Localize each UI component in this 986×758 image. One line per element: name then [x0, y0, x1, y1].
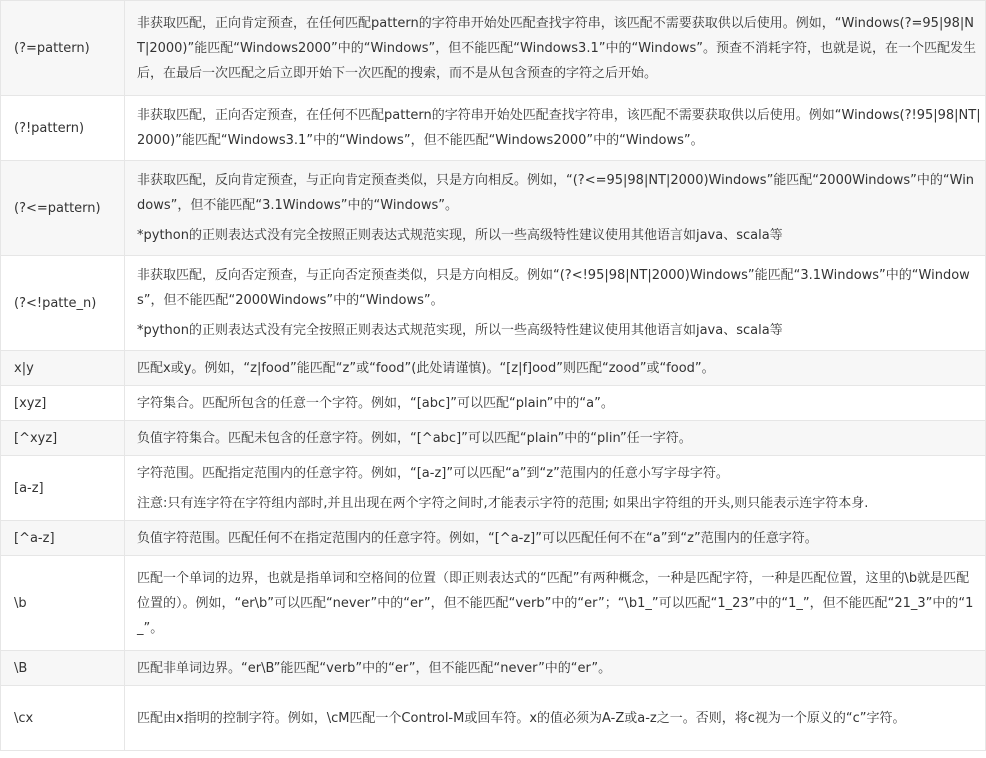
pattern-cell: x|y: [1, 351, 125, 386]
pattern-cell: \B: [1, 651, 125, 686]
table-row: [1, 556, 986, 651]
pattern-cell: (?=pattern): [1, 1, 125, 96]
description-cell: [125, 651, 986, 686]
description-cell: [125, 161, 986, 256]
pattern-cell: [^a-z]: [1, 521, 125, 556]
description-paragraph: 负值字符集合。匹配未包含的任意字符。例如，“[^abc]”可以匹配“plain”中的“plin”任一字符。: [137, 430, 692, 446]
table-body: [1, 1, 986, 751]
description-paragraph: 非获取匹配，正向否定预查，在任何不匹配pattern的字符串开始处匹配查找字符串，该匹配不需要获取供以后使用。例如“Windows(?!95|98|NT|2000)”能匹配“Windows3.1”中的“Windows”，但不能匹配“Windows2000”中的“Windows”。: [137, 108, 981, 148]
pattern-cell: \cx: [1, 686, 125, 751]
pattern-cell: \b: [1, 556, 125, 651]
description-paragraph: 非获取匹配，正向肯定预查，在任何匹配pattern的字符串开始处匹配查找字符串，该匹配不需要获取供以后使用。例如，“Windows(?=95|98|NT|2000)”能匹配“Windows2000”中的“Windows”，但不能匹配“Windows3.1”中的“Windows”。预查不消耗字符，也就是说，在一个匹配发生后，在最后一次匹配之后立即开始下一次匹配的搜索，而不是从包含预查的字符之后开始。: [137, 15, 976, 81]
description-paragraph: 匹配x或y。例如，“z|food”能匹配“z”或“food”(此处请谨慎)。“[z|f]ood”则匹配“zood”或“food”。: [137, 360, 715, 376]
table-row: [1, 421, 986, 456]
pattern-cell: [a-z]: [1, 456, 125, 521]
description-paragraph: 负值字符范围。匹配任何不在指定范围内的任意字符。例如，“[^a-z]”可以匹配任何不在“a”到“z”范围内的任意字符。: [137, 530, 818, 546]
table-row: [1, 256, 986, 351]
pattern-cell: (?<!patte_n): [1, 256, 125, 351]
pattern-cell: [^xyz]: [1, 421, 125, 456]
description-paragraph: 匹配由x指明的控制字符。例如，\cM匹配一个Control-M或回车符。x的值必须为A-Z或a-z之一。否则，将c视为一个原义的“c”字符。: [137, 710, 906, 726]
description-cell: [125, 1, 986, 96]
description-cell: [125, 421, 986, 456]
table-row: [1, 386, 986, 421]
description-paragraph: *python的正则表达式没有完全按照正则表达式规范实现，所以一些高级特性建议使用其他语言如java、scala等: [137, 228, 783, 243]
pattern-cell: (?!pattern): [1, 96, 125, 161]
table-row: [1, 521, 986, 556]
description-paragraph: 字符集合。匹配所包含的任意一个字符。例如，“[abc]”可以匹配“plain”中的“a”。: [137, 395, 614, 411]
description-cell: [125, 686, 986, 751]
description-cell: [125, 556, 986, 651]
description-cell: [125, 521, 986, 556]
table-row: [1, 456, 986, 521]
pattern-cell: [xyz]: [1, 386, 125, 421]
description-paragraph: 匹配一个单词的边界，也就是指单词和空格间的位置（即正则表达式的“匹配”有两种概念，一种是匹配字符，一种是匹配位置，这里的\b就是匹配位置的）。例如，“er\b”可以匹配“never”中的“er”，但不能匹配“verb”中的“er”；“\b1_”可以匹配“1_23”中的“1_”，但不能匹配“21_3”中的“1_”。: [137, 570, 974, 636]
description-paragraph: 匹配非单词边界。“er\B”能匹配“verb”中的“er”，但不能匹配“never”中的“er”。: [137, 660, 612, 676]
description-cell: [125, 386, 986, 421]
description-paragraph: 非获取匹配，反向肯定预查，与正向肯定预查类似，只是方向相反。例如，“(?<=95|98|NT|2000)Windows”能匹配“2000Windows”中的“Windows”，但不能匹配“3.1Windows”中的“Windows”。: [137, 173, 975, 213]
table-row: [1, 96, 986, 161]
table-row: [1, 686, 986, 751]
description-paragraph: 注意:只有连字符在字符组内部时,并且出现在两个字符之间时,才能表示字符的范围; 如果出字符组的开头,则只能表示连字符本身.: [137, 495, 869, 511]
description-cell: [125, 456, 986, 521]
table-row: [1, 161, 986, 256]
description-cell: [125, 96, 986, 161]
description-cell: [125, 256, 986, 351]
table-row: [1, 351, 986, 386]
table-row: [1, 651, 986, 686]
table-row: [1, 1, 986, 96]
description-cell: [125, 351, 986, 386]
description-paragraph: 字符范围。匹配指定范围内的任意字符。例如，“[a-z]”可以匹配“a”到“z”范围内的任意小写字母字符。: [137, 465, 729, 481]
pattern-cell: (?<=pattern): [1, 161, 125, 256]
description-paragraph: *python的正则表达式没有完全按照正则表达式规范实现，所以一些高级特性建议使用其他语言如java、scala等: [137, 323, 783, 338]
description-paragraph: 非获取匹配，反向否定预查，与正向否定预查类似，只是方向相反。例如“(?<!95|98|NT|2000)Windows”能匹配“3.1Windows”中的“Windows”，但不能匹配“2000Windows”中的“Windows”。: [137, 268, 970, 308]
